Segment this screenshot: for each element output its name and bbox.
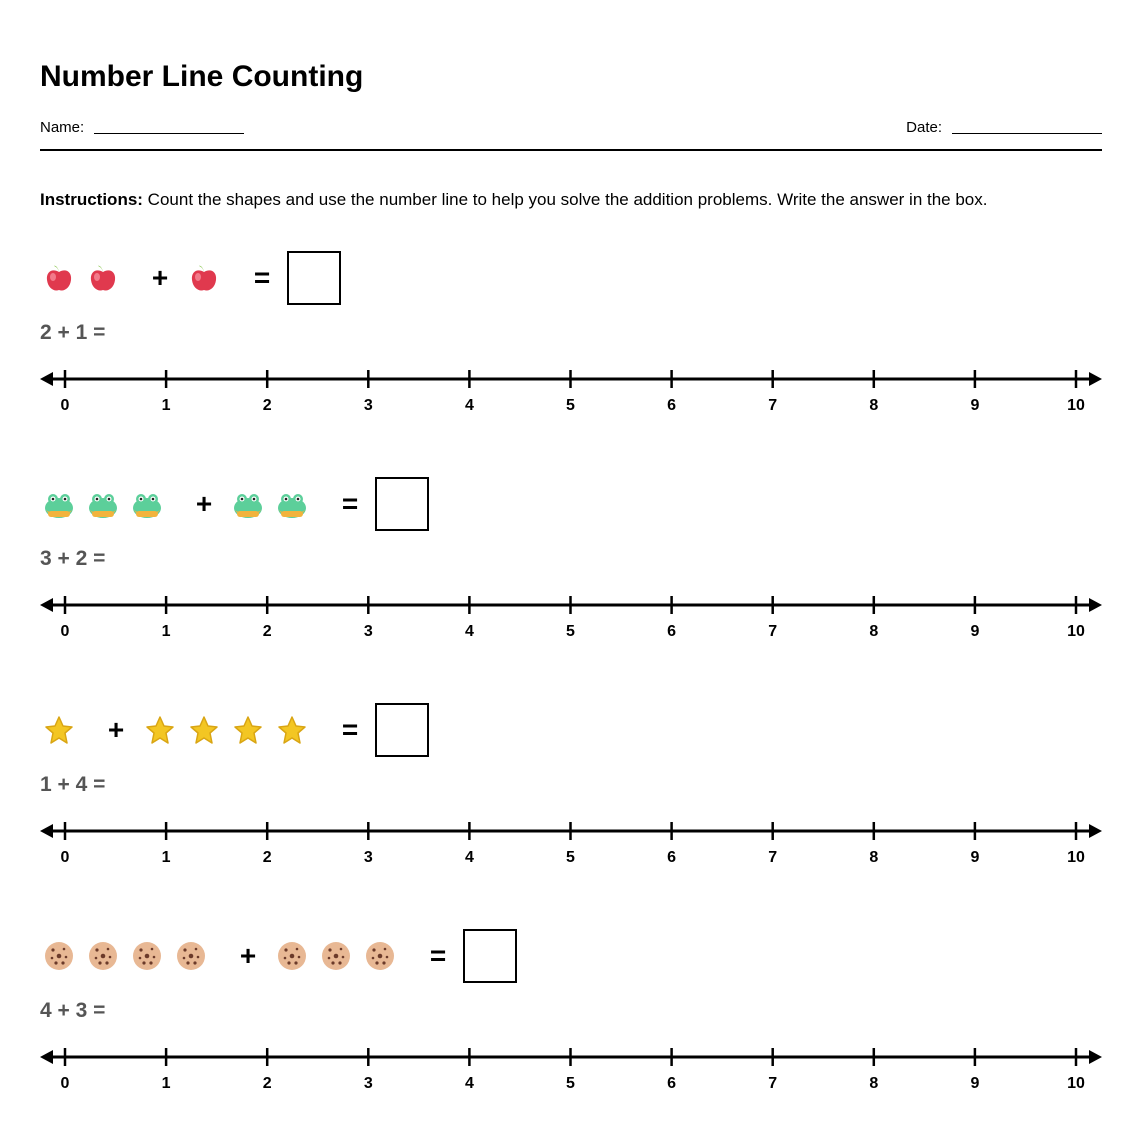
tick-label: 8 [869,623,879,640]
tick-label: 8 [869,1075,879,1092]
frog-icon [88,489,118,519]
right-arrow-icon [1089,1050,1102,1064]
equals-sign: = [253,262,271,293]
equation-text: 2 + 1 = [40,321,106,344]
number-line [40,1043,1102,1093]
cookie-icon [88,941,118,971]
star-icon [189,715,219,745]
tick-label: 4 [464,623,474,640]
tick-label: 2 [262,397,272,414]
tick-label: 5 [566,1075,575,1092]
tick-label: 10 [1067,623,1085,640]
equation-text: 4 + 3 = [40,999,106,1022]
plus-sign: + [195,488,213,519]
left-arrow-icon [40,598,53,612]
star-icon [277,715,307,745]
cookie-icon [44,941,74,971]
instructions [40,190,987,210]
tick-label: 1 [161,397,171,414]
number-line [40,365,1102,415]
tick-label: 10 [1067,397,1085,414]
answer-box[interactable] [287,251,341,305]
equals-sign: = [341,488,359,519]
number-line [40,591,1102,641]
tick-label: 4 [464,1075,474,1092]
date-line[interactable] [952,119,1102,134]
number-line [40,817,1102,867]
shape-row [44,478,429,530]
tick-label: 6 [667,397,677,414]
apple-icon [44,263,74,293]
instructions-text: Count the shapes and use the number line to help you solve the addition problems. Write the answer in the box. [142,190,988,209]
cookie-icon [321,941,351,971]
tick-label: 8 [869,397,879,414]
tick-label: 6 [667,1075,677,1092]
right-arrow-icon [1089,824,1102,838]
tick-label: 2 [262,849,272,866]
equals-sign: = [341,714,359,745]
left-arrow-icon [40,372,53,386]
star-icon [44,715,74,745]
tick-label: 5 [566,623,575,640]
tick-label: 0 [60,1075,70,1092]
apple-icon [88,263,118,293]
answer-box[interactable] [463,929,517,983]
cookie-icon [132,941,162,971]
frog-icon [132,489,162,519]
problem-3 [40,704,1102,904]
tick-label: 0 [60,849,70,866]
tick-label: 2 [262,1075,272,1092]
tick-label: 9 [970,397,980,414]
tick-label: 10 [1067,1075,1085,1092]
name-date-row [40,119,1102,151]
star-icon [233,715,263,745]
tick-label: 0 [60,397,70,414]
plus-sign: + [239,940,257,971]
date-label: Date: [906,119,942,136]
tick-label: 0 [60,623,70,640]
tick-label: 1 [161,849,171,866]
problem-2 [40,478,1102,678]
tick-label: 10 [1067,849,1085,866]
date-field[interactable] [906,119,1102,136]
tick-label: 3 [363,397,373,414]
equals-sign: = [429,940,447,971]
cookie-icon [176,941,206,971]
tick-label: 3 [363,849,373,866]
name-line[interactable] [94,119,244,134]
tick-label: 9 [970,1075,980,1092]
shape-row [44,930,517,982]
tick-label: 5 [566,397,575,414]
tick-label: 4 [464,397,474,414]
star-icon [145,715,175,745]
left-arrow-icon [40,1050,53,1064]
tick-label: 1 [161,623,171,640]
plus-sign: + [107,714,125,745]
answer-box[interactable] [375,703,429,757]
tick-label: 4 [464,849,474,866]
tick-label: 6 [667,849,677,866]
instructions-label: Instructions: [40,190,143,209]
tick-label: 3 [363,623,373,640]
tick-label: 1 [161,1075,171,1092]
tick-label: 2 [262,623,272,640]
left-arrow-icon [40,824,53,838]
name-label: Name: [40,119,85,136]
shape-row [44,704,429,756]
tick-label: 9 [970,849,980,866]
equation-text: 1 + 4 = [40,773,106,796]
name-field[interactable] [40,119,244,136]
equation-text: 3 + 2 = [40,547,106,570]
right-arrow-icon [1089,372,1102,386]
frog-icon [44,489,74,519]
tick-label: 7 [768,623,778,640]
tick-label: 7 [768,1075,778,1092]
shape-row [44,252,341,304]
frog-icon [277,489,307,519]
tick-label: 8 [869,849,879,866]
tick-label: 7 [768,397,778,414]
tick-label: 9 [970,623,980,640]
tick-label: 6 [667,623,677,640]
cookie-icon [365,941,395,971]
plus-sign: + [151,262,169,293]
right-arrow-icon [1089,598,1102,612]
tick-label: 3 [363,1075,373,1092]
problem-1 [40,252,1102,452]
answer-box[interactable] [375,477,429,531]
tick-label: 5 [566,849,575,866]
page-title: Number Line Counting [40,60,364,93]
frog-icon [233,489,263,519]
apple-icon [189,263,219,293]
problem-4 [40,930,1102,1130]
cookie-icon [277,941,307,971]
tick-label: 7 [768,849,778,866]
